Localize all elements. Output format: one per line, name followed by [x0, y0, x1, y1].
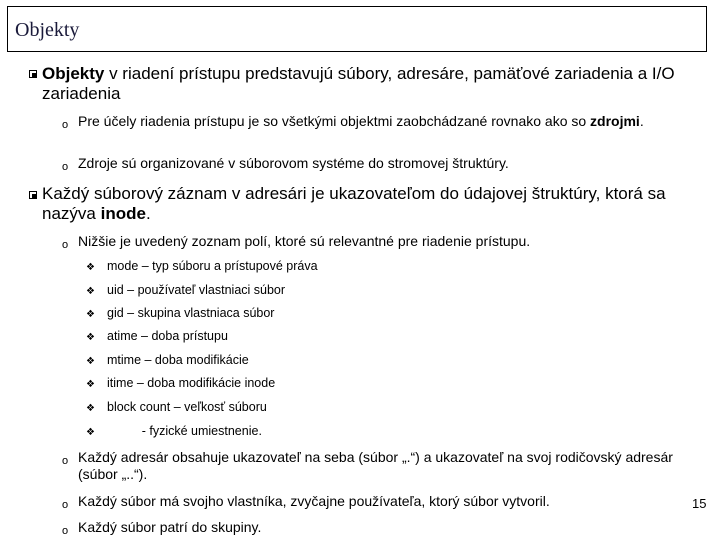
- square-bullet-icon: [29, 191, 37, 199]
- field-item: mtime – doba modifikácie: [107, 353, 249, 367]
- page-number: 15: [692, 496, 707, 511]
- bullet-inode: Každý súborový záznam v adresári je ukazovateľom do údajovej štruktúry, ktorá sa nazýva inode.: [42, 184, 666, 223]
- diamond-bullet-icon: ❖: [86, 309, 95, 320]
- sub-bullet-zdroje-1: Pre účely riadenia prístupu je so všetkými objektmi zaobchádzané rovnako ako so zdrojmi.: [78, 113, 644, 129]
- bullet-objekty: Objekty v riadení prístupu predstavujú súbory, adresáre, pamäťové zariadenia a I/O zariadenia: [42, 64, 675, 103]
- diamond-bullet-icon: ❖: [86, 332, 95, 343]
- field-item: gid – skupina vlastniaca súbor: [107, 306, 275, 320]
- sub-bullet-vlastnik: Každý súbor má svojho vlastníka, zvyčajne používateľa, ktorý súbor vytvoril.: [78, 493, 550, 509]
- sub-bullet-adresar: Každý adresár obsahuje ukazovateľ na seba (súbor „.“) a ukazovateľ na svoj rodičovský adresár (súbor „..“).: [78, 449, 673, 482]
- square-bullet-icon: [29, 70, 37, 78]
- field-item: uid – používateľ vlastniaci súbor: [107, 283, 286, 297]
- circle-bullet-icon: o: [62, 499, 69, 511]
- sub-bullet-skupina: Každý súbor patrí do skupiny.: [78, 519, 262, 535]
- diamond-bullet-icon: ❖: [86, 262, 95, 273]
- field-item: itime – doba modifikácie inode: [107, 376, 276, 390]
- diamond-bullet-icon: ❖: [86, 286, 95, 297]
- sub-bullet-zdroje-2: Zdroje sú organizované v súborovom systéme do stromovej štruktúry.: [78, 155, 509, 171]
- circle-bullet-icon: o: [62, 161, 69, 173]
- field-item: atime – doba prístupu: [107, 329, 228, 343]
- page-title: Objekty: [15, 19, 80, 41]
- circle-bullet-icon: o: [62, 455, 69, 467]
- circle-bullet-icon: o: [62, 239, 69, 251]
- diamond-bullet-icon: ❖: [86, 356, 95, 367]
- diamond-bullet-icon: ❖: [86, 379, 95, 390]
- field-item: mode – typ súboru a prístupové práva: [107, 259, 318, 273]
- field-item: block count – veľkosť súboru: [107, 400, 267, 414]
- field-item: - fyzické umiestnenie.: [107, 424, 262, 438]
- circle-bullet-icon: o: [62, 525, 69, 537]
- sub-bullet-fields-intro: Nižšie je uvedený zoznam polí, ktoré sú relevantné pre riadenie prístupu.: [78, 233, 531, 249]
- circle-bullet-icon: o: [62, 119, 69, 131]
- diamond-bullet-icon: ❖: [86, 403, 95, 414]
- diamond-bullet-icon: ❖: [86, 427, 95, 438]
- title-frame: [7, 6, 707, 52]
